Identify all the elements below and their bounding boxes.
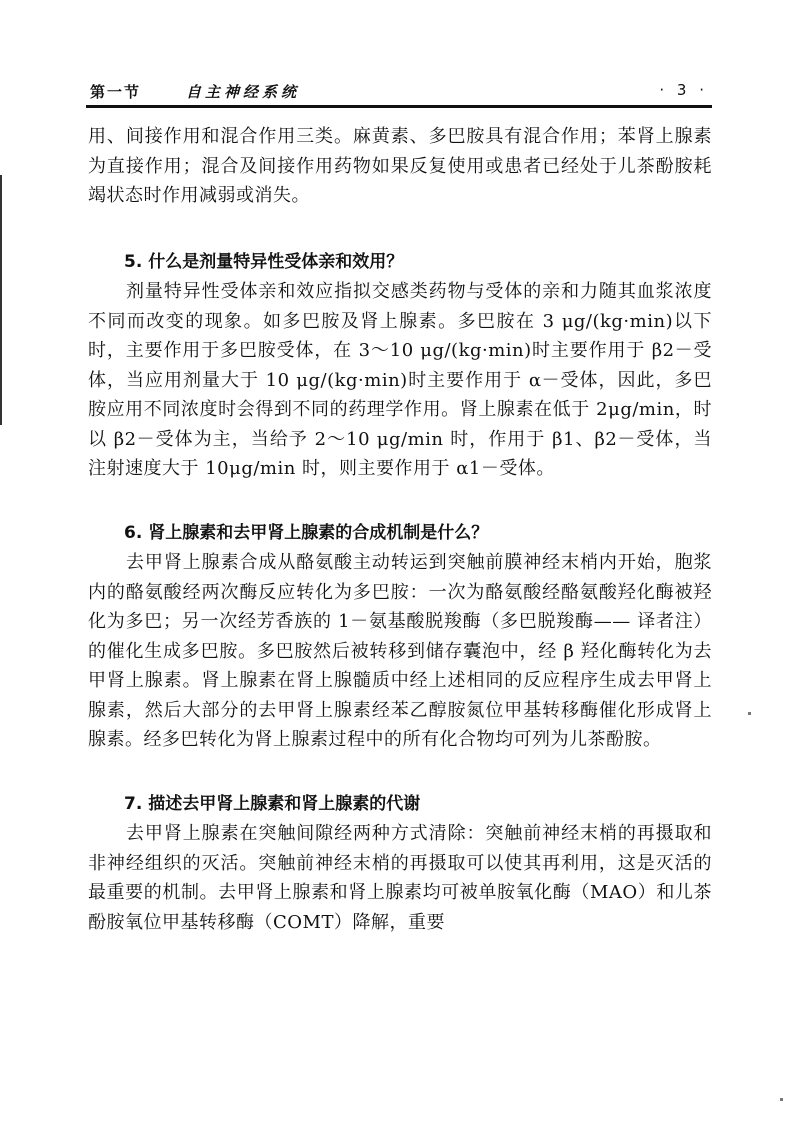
question-6-heading: 6. 肾上腺素和去甲肾上腺素的合成机制是什么？: [124, 522, 489, 543]
intro-paragraph: 用、间接作用和混合作用三类。麻黄素、多巴胺具有混合作用；苯肾上腺素为直接作用；混合及间接作用药物如果反复使用或患者已经处于儿茶酚胺耗竭状态时作用减弱或消失。: [88, 126, 712, 206]
question-7-answer: 去甲肾上腺素在突触间隙经两种方式清除：突触前神经末梢的再摄取和非神经组织的灭活。突触前神经末梢的再摄取可以使其再利用，这是灭活的最重要的机制。去甲肾上腺素和肾上腺素均可被单胺氧化酶（MAO）和儿茶酚胺氧位甲基转移酶（COMT）降解，重要: [88, 823, 712, 933]
page-body: [88, 122, 712, 937]
page-number: · 3 ·: [659, 81, 708, 99]
header-topic: 自主神经系统: [186, 83, 301, 101]
question-5-answer: 剂量特异性受体亲和效应指拟交感类药物与受体的亲和力随其血浆浓度不同而改变的现象。如多巴胺及肾上腺素。多巴胺在 3 μg/(kg·min)以下时，主要作用于多巴胺受体，在 3～10 μg/(kg·min)时主要作用于 β2－受体，当应用剂量大于 10 μg/(kg·min)时主要作用于 α－受体，因此，多巴胺应用不同浓度时会得到不同的药理学作用。肾上腺素在低于 2μg/min，时以 β2－受体为主，当给予 2～10 μg/min 时，作用于 β1、β2－受体，当注射速度大于 10μg/min 时，则主要作用于 α1－受体。: [88, 281, 712, 479]
question-6-answer: 去甲肾上腺素合成从酪氨酸主动转运到突触前膜神经末梢内开始，胞浆内的酪氨酸经两次酶反应转化为多巴胺：一次为酪氨酸经酪氨酸羟化酶被羟化为多巴；另一次经芳香族的 1－氨基酸脱羧酶（多巴脱羧酶—— 译者注）的催化生成多巴胺。多巴胺然后被转移到储存囊泡中，经 β 羟化酶转化为去甲肾上腺素。肾上腺素在肾上腺髓质中经上述相同的反应程序生成去甲肾上腺素，然后大部分的去甲肾上腺素经苯乙醇胺氮位甲基转移酶催化形成肾上腺素。经多巴转化为肾上腺素过程中的所有化合物均可列为儿茶酚胺。: [88, 552, 712, 750]
scan-edge-line: [0, 175, 2, 425]
header-rule: [86, 105, 712, 108]
running-header: [88, 78, 710, 102]
header-section: 第一节: [90, 83, 142, 101]
question-5-heading: 5. 什么是剂量特异性受体亲和效用？: [124, 251, 404, 272]
scan-speck: [748, 712, 751, 715]
question-7-heading: 7. 描述去甲肾上腺素和肾上腺素的代谢: [124, 793, 421, 814]
scan-speck: [780, 1098, 783, 1101]
